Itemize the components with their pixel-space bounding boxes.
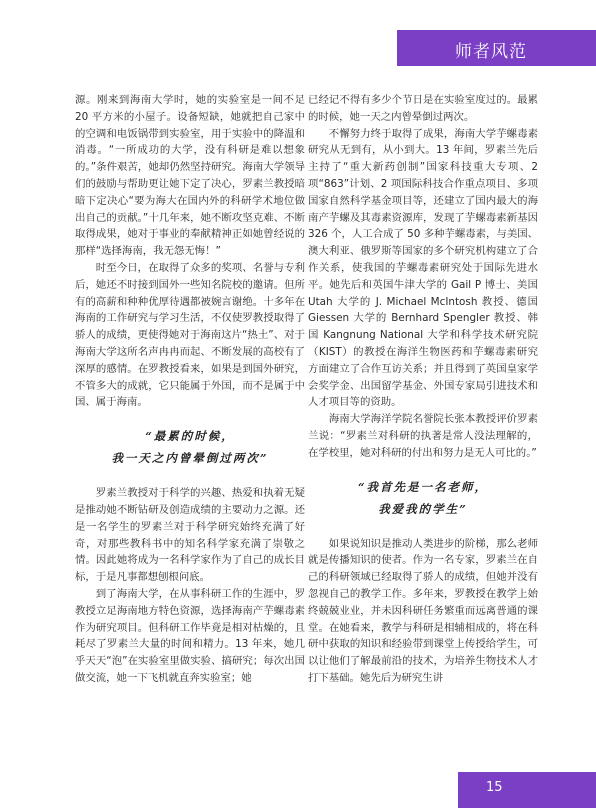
page-number-banner <box>458 772 596 808</box>
pull-quote-line: 我一天之内曾晕倒过两次” <box>111 451 269 466</box>
paragraph: 源。刚来到海南大学时，她的实验室是一间不足 20 平方米的小屋子。设备短缺，她就把自己家中的空调和电饭锅带到实验室，用于实验中的降温和消毒。“一所成功的大学，没有科研是难以想象的。”条件艰苦，她却仍然坚持研究。海南大学领导们的鼓励与帮助更让她下定了决心，罗素兰教授暗暗下定决心“要为海大在国内外的科研学术地位做出自己的贡献。”十几年来，她不断攻坚克难、不断取得成果，她对于事业的奉献精神正如她曾经说的那样“选择海南，我无怨无悔！” <box>75 94 305 258</box>
right-column <box>308 92 538 687</box>
paragraph: 不懈努力终于取得了成果，海南大学芋螺毒素研究从无到有，从小到大。13 年间，罗素兰先后主持了“重大新药创制”国家科技重大专项、2 项“863”计划、2 项国际科技合作重点项目、多项国家自然科学基金项目等，还建立了国内最大的海南产芋螺及其毒素资源库，发现了芋螺毒素新基因 326 个，人工合成了 50 多种芋螺毒素，与美国、澳大利亚、俄罗斯等国家的多个研究机构建立了合作关系，使我国的芋螺毒素研究处于国际先进水平。她先后和英国牛津大学的 Gail P 博士、美国 Utah 大学的 J. Michael McIntosh 教授、德国 Giessen 大学的 Bernhard Spengler 教授、韩国 Kangnung National 大学和科学技术研究院（KIST）的教授在海洋生物医药和芋螺毒素研究方面建立了合作互访关系；并且得到了英国皇家学会奖学金、出国留学基金、外国专家局引进技术和人才项目等的资助。 <box>308 127 538 409</box>
page-number: 15 <box>486 780 503 795</box>
paragraph: 如果说知识是推动人类进步的阶梯，那么老师就是传播知识的使者。作为一名专家，罗素兰在自己的科研领域已经取得了骄人的成绩，但她并没有忽视自己的教学工作。多年来，罗教授在教学上始终兢兢业业，并未因科研任务繁重而远离普通的课堂。在她看来，教学与科研是相辅相成的，将在科研中获取的知识和经验带到课堂上传授给学生，可以让他们了解最前沿的技术，为培养生物技术人才打下基础。她先后为研究生讲 <box>308 537 538 684</box>
pull-quote <box>75 425 305 469</box>
paragraph: 罗素兰教授对于科学的兴趣、热爱和执着无疑是推动她不断钻研及创造成绩的主要动力之源。还是一名学生的罗素兰对于科学研究始终充满了好奇，对那些教科书中的知名科学家充满了崇敬之情。因此她将成为一名科学家作为了自己的成长目标，于是凡事都想刨根问底。 <box>75 487 305 584</box>
pull-quote-line: “我首先是一名老师， <box>357 479 489 494</box>
pull-quote-line: 我爱我的学生” <box>378 501 468 516</box>
paragraph: 已经记不得有多少个节日是在实验室度过的。最累的时候，她一天之内曾晕倒过两次。 <box>308 94 538 123</box>
paragraph: 到了海南大学，在从事科研工作的生涯中，罗教授立足海南地方特色资源，选择海南产芋螺毒素作为研究项目。但科研工作毕竟是相对枯燥的，且耗尽了罗素兰大量的时间和精力。13 年来，她几乎天天“泡”在实验室里做实验、搞研究；每次出国做交流，她一下飞机就直奔实验室；她 <box>75 587 305 684</box>
section-title: 师者风范 <box>455 42 527 62</box>
pull-quote-line: “最累的时候， <box>145 429 235 444</box>
pull-quote <box>308 476 538 520</box>
paragraph: 时至今日，在取得了众多的奖项、名誉与专利后，她还不时接到国外一些知名院校的邀请。但所有的高薪和种种优厚待遇都被婉言谢绝。十多年在海南的工作研究与学习生活，不仅使罗教授取得了骄人的成绩，更使得她对于海南这片“热土”、对于海南大学这所名声冉冉而起、不断发展的高校有了深厚的感情。在罗教授看来，如果是到国外研究，不管多大的成就，它只能属于外国，而不是属于中国、属于海南。 <box>75 261 305 409</box>
left-column <box>75 92 305 687</box>
paragraph: 海南大学海洋学院名誉院长张本教授评价罗素兰说：“罗素兰对科研的执著是常人没法理解的，在学校里，她对科研的付出和努力是无人可比的。” <box>308 413 538 459</box>
